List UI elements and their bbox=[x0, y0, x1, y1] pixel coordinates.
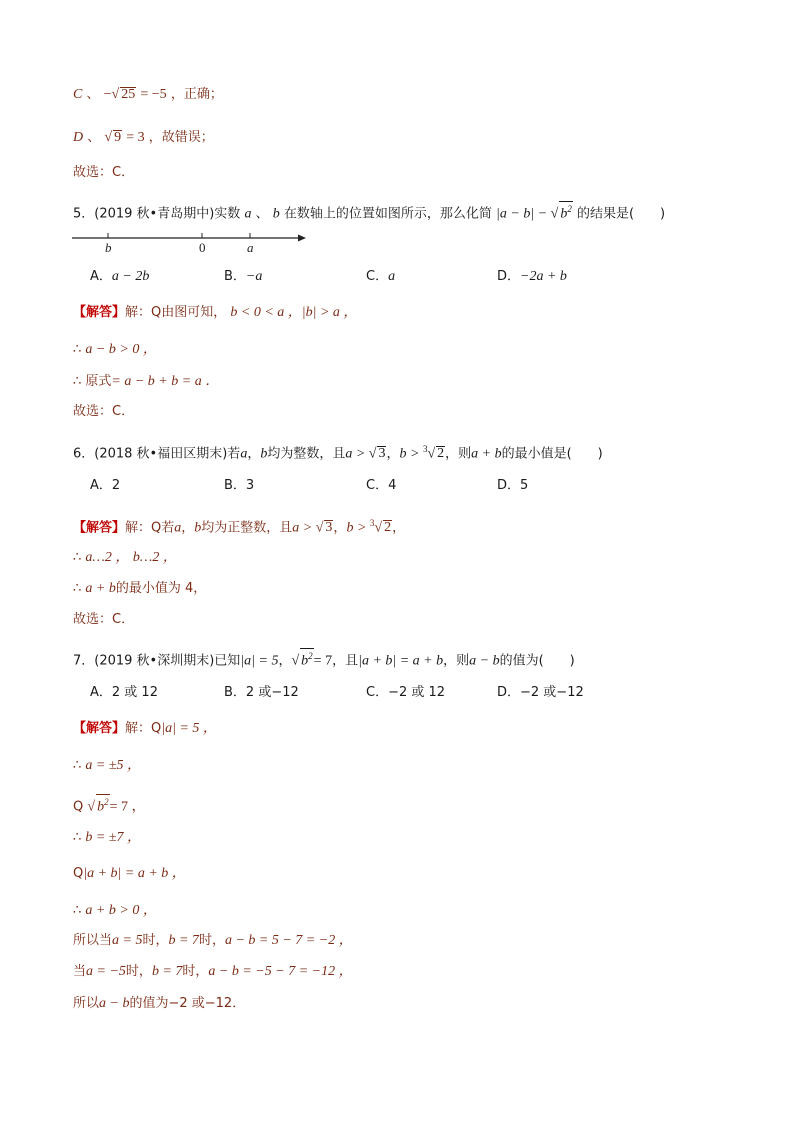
radicand: 25 bbox=[121, 87, 136, 102]
q7-solution-2: ∴ a = ±5 ， bbox=[73, 758, 142, 773]
abs-expression: |a − b| − bbox=[496, 206, 551, 222]
solution-tag: 【解答】 bbox=[73, 305, 126, 320]
equals-neg5: = −5 bbox=[140, 87, 167, 102]
sep: 、 bbox=[86, 87, 100, 102]
q7-solution-3: Q √ $b^2= 7$ ， bbox=[73, 794, 145, 817]
answer-line-c bbox=[73, 86, 223, 104]
label-d: D bbox=[73, 130, 84, 145]
q6-solution-2: ∴ a…2 ， b…2 ， bbox=[73, 550, 177, 565]
q6-option-d: D．5 bbox=[497, 478, 529, 493]
q7-solution-1: 【解答】解：Q|a| = 5 ， bbox=[73, 721, 217, 736]
sep: 、 bbox=[87, 130, 101, 145]
var-b: b bbox=[272, 206, 280, 222]
cube-root-icon: √ bbox=[427, 446, 436, 462]
cube-root-icon: √ bbox=[374, 520, 383, 536]
tail-correct: ，正确； bbox=[170, 87, 223, 102]
radical-icon: √ bbox=[368, 446, 377, 462]
q6-option-b: B．3 bbox=[224, 478, 255, 493]
question-7-stem: 7．(2019 秋•深圳期末)已知|a| = 5，√ $b^2= 7$，且|a + b| = a + b，则a − b的值为( ) bbox=[73, 648, 575, 671]
q7-option-b: B．2 或−12 bbox=[224, 685, 299, 700]
q6-solution-3: ∴ a + b的最小值为 4， bbox=[73, 581, 207, 596]
q6-solution-1: 【解答】解：Q若a，b均为正整数，且a > √ 3，b > $^3$√ 2， bbox=[73, 518, 406, 536]
stem-end: 的结果是( ) bbox=[576, 206, 666, 222]
tail-wrong: ，故错误； bbox=[148, 130, 214, 145]
label-a: a bbox=[247, 240, 254, 255]
stem-text: 5．(2019 秋•青岛期中)实数 bbox=[73, 206, 241, 222]
answer-line-d bbox=[73, 129, 214, 147]
radical-icon: √ bbox=[87, 799, 96, 815]
q5-choose: 故选：C． bbox=[73, 404, 135, 419]
label-b: b bbox=[105, 240, 112, 255]
q5-option-c: C．a bbox=[366, 269, 396, 284]
radicand-b2: $b^2$ bbox=[559, 201, 573, 222]
q7-solution-4: ∴ b = ±7 ， bbox=[73, 830, 142, 845]
q6-option-c: C．4 bbox=[366, 478, 397, 493]
equals-3: = 3 bbox=[126, 130, 145, 145]
q7-option-c: C．−2 或 12 bbox=[366, 685, 446, 700]
q6-choose: 故选：C． bbox=[73, 612, 135, 627]
q7-option-d: D．−2 或−12 bbox=[497, 685, 584, 700]
q7-solution-8: 当a = −5时，b = 7时，a − b = −5 − 7 = −12 ， bbox=[73, 964, 353, 979]
label-c: C bbox=[73, 87, 83, 102]
radical-icon: √ bbox=[291, 653, 300, 669]
q5-option-b: B．−a bbox=[224, 269, 263, 284]
q7-solution-9: 所以a − b的值为−2 或−12． bbox=[73, 996, 246, 1011]
label-zero: 0 bbox=[199, 240, 206, 255]
q5-solution-3: ∴ 原式= a − b + b = a ． bbox=[73, 374, 220, 389]
choose-line-1: 故选：C． bbox=[73, 165, 135, 180]
q5-option-a: A．a − 2b bbox=[90, 269, 150, 284]
question-6-stem: 6．(2018 秋•福田区期末)若a，b均为整数，且a > √ 3，b > $^3$√ 2，则a + b的最小值是( ) bbox=[73, 444, 603, 462]
radical-icon: √ bbox=[104, 130, 113, 145]
q6-option-a: A．2 bbox=[90, 478, 121, 493]
sep: 、 bbox=[255, 206, 269, 222]
q7-solution-6: ∴ a + b > 0 ， bbox=[73, 903, 157, 918]
number-line-figure bbox=[72, 230, 312, 256]
q5-solution-2: ∴ a − b > 0 ， bbox=[73, 342, 157, 357]
q7-option-a: A．2 或 12 bbox=[90, 685, 158, 700]
q5-option-d: D．−2a + b bbox=[497, 269, 567, 284]
question-5-stem bbox=[73, 201, 665, 224]
q5-solution-1: 【解答】解：Q由图可知， b < 0 < a ，|b| > a ， bbox=[73, 305, 358, 320]
stem-text-2: 在数轴上的位置如图所示，那么化简 bbox=[283, 206, 492, 222]
q7-solution-7: 所以当a = 5时，b = 7时，a − b = 5 − 7 = −2 ， bbox=[73, 933, 353, 948]
q7-solution-5: Q|a + b| = a + b ， bbox=[73, 866, 186, 881]
radicand: 9 bbox=[114, 130, 122, 145]
neg-sign: − bbox=[103, 87, 112, 102]
radical-icon: √ bbox=[315, 520, 324, 536]
axis-arrow-icon bbox=[298, 235, 306, 242]
radical-icon: √ bbox=[550, 206, 559, 222]
radical-icon: √ bbox=[111, 87, 120, 102]
var-a: a bbox=[244, 206, 252, 222]
